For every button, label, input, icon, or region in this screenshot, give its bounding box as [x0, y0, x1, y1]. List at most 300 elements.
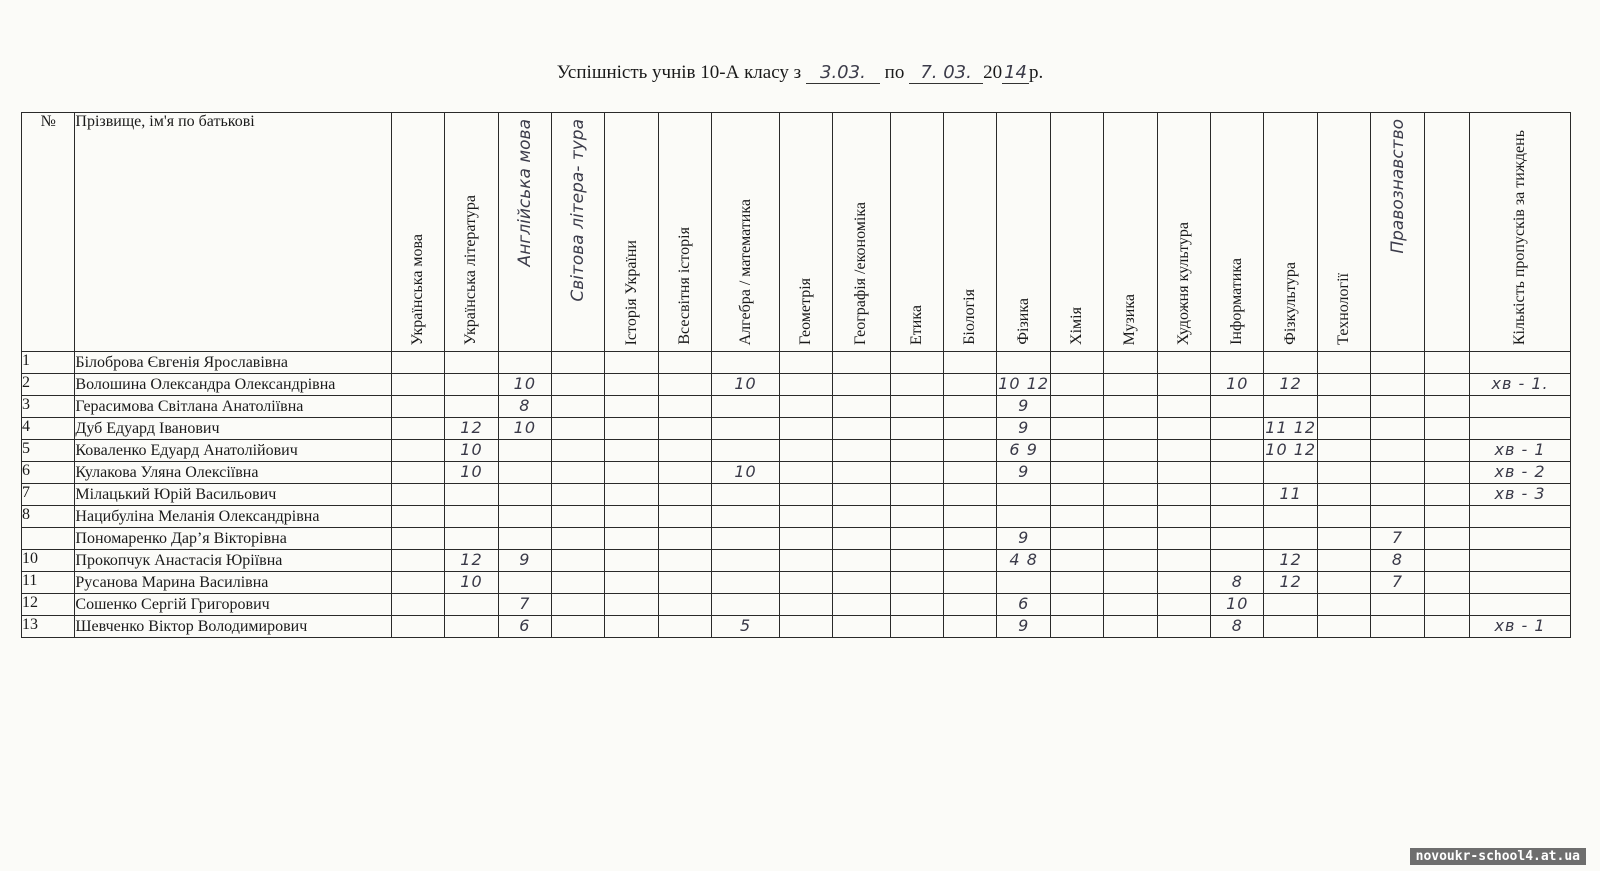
student-name: Шевченко Віктор Володимирович: [75, 616, 391, 638]
subject-header: [1211, 113, 1264, 352]
grade-cell: [1371, 374, 1424, 396]
grade-cell: [1424, 528, 1469, 550]
grade-cell: [890, 484, 943, 506]
grade-cell: [1470, 418, 1571, 440]
grade-cell: [1424, 572, 1469, 594]
grade-cell: [1371, 418, 1424, 440]
subject-header: [1317, 113, 1370, 352]
grade-cell: [552, 506, 605, 528]
grade-cell: [779, 396, 832, 418]
grade-cell: [1264, 462, 1317, 484]
grade-cell: [1317, 550, 1370, 572]
grade-cell: [1317, 484, 1370, 506]
grade-cell: [552, 484, 605, 506]
grade-cell: [1424, 550, 1469, 572]
grade-cell: [1317, 352, 1370, 374]
grade-cell: [712, 396, 780, 418]
table-row: [22, 550, 1571, 572]
grade-cell: [1104, 418, 1157, 440]
row-number: 11: [22, 572, 75, 594]
row-number: 8: [22, 506, 75, 528]
grade-cell: [944, 506, 997, 528]
grade-cell: [1264, 352, 1317, 374]
grade-cell: 6: [997, 594, 1050, 616]
grade-cell: [658, 374, 711, 396]
grade-cell: [1371, 484, 1424, 506]
grade-cell: [1424, 352, 1469, 374]
grade-cell: [1211, 528, 1264, 550]
student-name: Русанова Марина Василівна: [75, 572, 391, 594]
grade-cell: [1157, 616, 1210, 638]
grade-cell: [445, 352, 498, 374]
grade-cell: [1050, 572, 1103, 594]
table-header-row: [22, 113, 1571, 352]
grade-cell: 10: [1211, 594, 1264, 616]
grade-cell: [552, 572, 605, 594]
grade-cell: [779, 418, 832, 440]
grade-cell: [944, 572, 997, 594]
grade-cell: 12: [1264, 550, 1317, 572]
grade-cell: [997, 506, 1050, 528]
grade-cell: [552, 418, 605, 440]
grade-cell: [1470, 506, 1571, 528]
grade-cell: [1317, 374, 1370, 396]
grade-cell: [391, 374, 444, 396]
grade-cell: [1050, 462, 1103, 484]
grade-cell: [997, 352, 1050, 374]
grade-cell: [1050, 396, 1103, 418]
subject-label: Інформатика: [1228, 258, 1246, 345]
grade-cell: [997, 572, 1050, 594]
grade-cell: [1317, 594, 1370, 616]
to-word: по: [884, 62, 905, 83]
grade-cell: [1470, 550, 1571, 572]
grade-cell: [890, 462, 943, 484]
grade-cell: [779, 616, 832, 638]
grade-cell: 10: [445, 440, 498, 462]
grade-cell: [833, 550, 890, 572]
grade-cell: [944, 374, 997, 396]
grade-cell: 12: [445, 418, 498, 440]
grade-cell: [552, 550, 605, 572]
grade-cell: 12: [1264, 374, 1317, 396]
grade-cell: [1211, 418, 1264, 440]
row-number: [22, 528, 75, 550]
grade-cell: [833, 484, 890, 506]
grade-cell: [1050, 484, 1103, 506]
grade-cell: 9: [997, 396, 1050, 418]
grade-cell: 8: [498, 396, 551, 418]
grade-cell: [1050, 550, 1103, 572]
year-suffix: 14: [1004, 62, 1027, 83]
student-name: Кулакова Уляна Олексіївна: [75, 462, 391, 484]
grade-cell: [779, 506, 832, 528]
grade-cell: [1470, 572, 1571, 594]
grade-cell: [552, 528, 605, 550]
table-row: [22, 352, 1571, 374]
subject-header: [1104, 113, 1157, 352]
grade-cell: [1104, 572, 1157, 594]
subject-header: [1470, 113, 1571, 352]
grade-cell: [445, 616, 498, 638]
grade-cell: [498, 484, 551, 506]
table-row: [22, 572, 1571, 594]
grade-cell: [445, 396, 498, 418]
grade-cell: 9: [498, 550, 551, 572]
grade-cell: [1104, 506, 1157, 528]
grade-cell: [1157, 528, 1210, 550]
grade-cell: [833, 528, 890, 550]
grade-cell: [1104, 352, 1157, 374]
grade-cell: 10: [498, 418, 551, 440]
grade-cell: [605, 572, 658, 594]
year-end: р.: [1028, 62, 1044, 83]
grade-cell: [1371, 462, 1424, 484]
grade-cell: [890, 374, 943, 396]
column-number-header: №: [22, 113, 75, 352]
grade-cell: [658, 550, 711, 572]
grade-cell: [445, 594, 498, 616]
grade-cell: [1050, 418, 1103, 440]
grade-cell: хв - 1: [1470, 616, 1571, 638]
grade-cell: 5: [712, 616, 780, 638]
grade-cell: [779, 462, 832, 484]
grade-cell: [1050, 616, 1103, 638]
subject-label: Геометрія: [797, 277, 814, 345]
grade-cell: [779, 594, 832, 616]
grade-cell: 10: [712, 462, 780, 484]
grade-cell: [833, 396, 890, 418]
subject-label: Музика: [1121, 293, 1139, 345]
row-number: 1: [22, 352, 75, 374]
grade-cell: [605, 616, 658, 638]
grade-cell: [944, 352, 997, 374]
subject-header: [658, 113, 711, 352]
table-row: [22, 462, 1571, 484]
grade-cell: 12: [1264, 572, 1317, 594]
grade-cell: [1050, 352, 1103, 374]
grade-cell: [1371, 440, 1424, 462]
grade-cell: 4 8: [997, 550, 1050, 572]
grade-cell: [1424, 506, 1469, 528]
grade-cell: [1424, 462, 1469, 484]
grade-cell: [1104, 550, 1157, 572]
grade-cell: [890, 418, 943, 440]
grade-cell: 6: [498, 616, 551, 638]
subject-label: Етика: [907, 305, 925, 345]
grade-cell: [779, 484, 832, 506]
subject-header: [890, 113, 943, 352]
grade-cell: [552, 440, 605, 462]
grade-cell: [445, 506, 498, 528]
grade-cell: 10: [445, 462, 498, 484]
grade-cell: [605, 440, 658, 462]
grade-cell: [944, 484, 997, 506]
subject-header: [779, 113, 832, 352]
grade-cell: 12: [445, 550, 498, 572]
grade-cell: [391, 396, 444, 418]
grade-cell: [1104, 616, 1157, 638]
grade-cell: [1317, 396, 1370, 418]
subject-label: Художня культура: [1174, 221, 1192, 345]
grade-cell: [552, 594, 605, 616]
grade-cell: [391, 462, 444, 484]
grade-cell: [1317, 418, 1370, 440]
grade-cell: 10: [1211, 374, 1264, 396]
subject-label: Біологія: [961, 289, 979, 345]
grade-cell: 10 12: [997, 374, 1050, 396]
grade-cell: [833, 572, 890, 594]
grade-cell: [658, 506, 711, 528]
grade-cell: [658, 572, 711, 594]
grade-cell: [1104, 374, 1157, 396]
row-number: 6: [22, 462, 75, 484]
column-name-header: Прізвище, ім'я по батькові: [75, 113, 391, 352]
grade-cell: [1371, 594, 1424, 616]
student-name: Прокопчук Анастасія Юріївна: [75, 550, 391, 572]
year-prefix: 20: [983, 62, 1003, 83]
subject-header: [498, 113, 551, 352]
grade-cell: [1211, 440, 1264, 462]
grade-cell: [779, 550, 832, 572]
student-name: Пономаренко Дар’я Вікторівна: [75, 528, 391, 550]
grade-cell: [552, 616, 605, 638]
grade-cell: 9: [997, 418, 1050, 440]
grade-cell: хв - 1.: [1470, 374, 1571, 396]
grade-cell: [833, 506, 890, 528]
grade-cell: [712, 418, 780, 440]
grade-cell: хв - 2: [1470, 462, 1571, 484]
grade-cell: [498, 462, 551, 484]
grade-cell: [1104, 594, 1157, 616]
grade-cell: [1157, 352, 1210, 374]
grade-cell: [1157, 462, 1210, 484]
grade-cell: [833, 418, 890, 440]
grade-cell: [605, 506, 658, 528]
grade-cell: [445, 374, 498, 396]
grade-cell: [1317, 528, 1370, 550]
grade-cell: [1424, 374, 1469, 396]
grade-cell: [779, 440, 832, 462]
grade-cell: [1264, 616, 1317, 638]
grade-cell: [779, 374, 832, 396]
grade-cell: [391, 440, 444, 462]
grade-cell: [1264, 506, 1317, 528]
row-number: 7: [22, 484, 75, 506]
student-name: Дуб Едуард Іванович: [75, 418, 391, 440]
grade-cell: [605, 550, 658, 572]
table-body: [22, 352, 1571, 638]
subject-label: Кількість пропусків за тиждень: [1511, 129, 1529, 345]
grade-cell: 11 12: [1264, 418, 1317, 440]
table-row: [22, 528, 1571, 550]
grade-cell: [1050, 374, 1103, 396]
grade-cell: [890, 528, 943, 550]
grade-cell: 7: [1371, 528, 1424, 550]
grade-cell: [1157, 440, 1210, 462]
grade-cell: [1470, 396, 1571, 418]
subject-header: [445, 113, 498, 352]
grade-cell: [1050, 440, 1103, 462]
grade-cell: [1157, 396, 1210, 418]
table-row: [22, 396, 1571, 418]
row-number: 5: [22, 440, 75, 462]
date-from: 3.03.: [806, 62, 880, 84]
grade-cell: [997, 484, 1050, 506]
grade-cell: [1211, 396, 1264, 418]
grade-cell: [391, 484, 444, 506]
grade-cell: [1424, 396, 1469, 418]
subject-label: Географія /економіка: [852, 202, 870, 345]
grade-cell: [1211, 484, 1264, 506]
subject-header: [1424, 113, 1469, 352]
table-row: [22, 440, 1571, 462]
grade-cell: хв - 1: [1470, 440, 1571, 462]
grade-cell: [391, 572, 444, 594]
grade-cell: [1104, 462, 1157, 484]
grade-cell: [890, 594, 943, 616]
grade-cell: [391, 418, 444, 440]
grade-cell: [1424, 418, 1469, 440]
grade-cell: [1424, 484, 1469, 506]
subject-header: [712, 113, 780, 352]
grade-cell: [890, 550, 943, 572]
grade-cell: [391, 528, 444, 550]
grade-cell: [833, 462, 890, 484]
grade-cell: [712, 550, 780, 572]
grade-cell: [658, 594, 711, 616]
grade-cell: [944, 418, 997, 440]
subject-label: Правознавство: [1387, 119, 1408, 254]
grade-cell: [833, 594, 890, 616]
grade-cell: [391, 616, 444, 638]
grade-cell: [498, 572, 551, 594]
grade-cell: [890, 506, 943, 528]
grade-cell: [1371, 506, 1424, 528]
row-number: 13: [22, 616, 75, 638]
subject-header: [391, 113, 444, 352]
grade-cell: [944, 396, 997, 418]
grade-cell: [1157, 484, 1210, 506]
grade-cell: [890, 440, 943, 462]
grade-cell: [391, 506, 444, 528]
grade-cell: [944, 550, 997, 572]
grade-cell: [1157, 418, 1210, 440]
grade-cell: [944, 462, 997, 484]
grade-cell: [944, 528, 997, 550]
grade-cell: [1104, 528, 1157, 550]
grade-cell: [1317, 506, 1370, 528]
grade-cell: [1157, 550, 1210, 572]
table-row: [22, 594, 1571, 616]
grade-cell: [1211, 352, 1264, 374]
grade-cell: 8: [1371, 550, 1424, 572]
table-row: [22, 484, 1571, 506]
grade-cell: [1317, 440, 1370, 462]
grade-cell: [1371, 616, 1424, 638]
grade-cell: [1211, 506, 1264, 528]
grade-cell: [1264, 594, 1317, 616]
grade-cell: [1317, 572, 1370, 594]
row-number: 4: [22, 418, 75, 440]
grade-cell: [833, 616, 890, 638]
subject-header: [605, 113, 658, 352]
grade-cell: [552, 352, 605, 374]
grade-cell: [833, 374, 890, 396]
grade-cell: [1470, 594, 1571, 616]
grade-cell: [1371, 352, 1424, 374]
grade-cell: 7: [498, 594, 551, 616]
grade-cell: [552, 396, 605, 418]
grade-cell: [890, 396, 943, 418]
grade-cell: 9: [997, 616, 1050, 638]
grade-cell: [712, 440, 780, 462]
student-name: Волошина Олександра Олександрівна: [75, 374, 391, 396]
subject-label: Світова літера- тура: [568, 119, 589, 302]
grade-cell: [658, 462, 711, 484]
grade-cell: 10: [498, 374, 551, 396]
grade-cell: [391, 594, 444, 616]
grade-cell: [1211, 462, 1264, 484]
subject-label: Хімія: [1068, 307, 1086, 345]
grade-cell: [1317, 462, 1370, 484]
subject-label: Фізика: [1014, 298, 1032, 345]
grade-cell: [605, 396, 658, 418]
document-title: [0, 62, 1600, 84]
grade-cell: [1424, 440, 1469, 462]
grade-cell: 9: [997, 528, 1050, 550]
grade-cell: [944, 594, 997, 616]
subject-label: Технології: [1335, 273, 1353, 345]
grade-cell: [391, 352, 444, 374]
grade-cell: [890, 572, 943, 594]
grade-cell: 7: [1371, 572, 1424, 594]
grade-cell: [1157, 506, 1210, 528]
subject-header: [997, 113, 1050, 352]
grades-table: [21, 112, 1571, 638]
grade-cell: [498, 528, 551, 550]
date-to: 7. 03.: [909, 62, 983, 84]
grade-cell: 10: [712, 374, 780, 396]
grade-cell: [1424, 616, 1469, 638]
grade-cell: [391, 550, 444, 572]
grade-cell: [605, 374, 658, 396]
grade-cell: [605, 418, 658, 440]
grade-cell: [1157, 594, 1210, 616]
grade-cell: 10: [445, 572, 498, 594]
grade-cell: [605, 462, 658, 484]
grade-cell: [1104, 484, 1157, 506]
student-name: Герасимова Світлана Анатоліївна: [75, 396, 391, 418]
subject-header: [833, 113, 890, 352]
grade-cell: [658, 528, 711, 550]
row-number: 10: [22, 550, 75, 572]
title-prefix: Успішність учнів 10-А класу з: [556, 62, 802, 83]
grade-cell: [712, 484, 780, 506]
grade-cell: [712, 506, 780, 528]
grade-cell: [498, 506, 551, 528]
subject-label: Українська мова: [409, 233, 427, 345]
subject-label: Історія України: [622, 239, 640, 345]
grade-cell: [712, 528, 780, 550]
grade-cell: [605, 484, 658, 506]
grade-cell: [1470, 352, 1571, 374]
subject-header: [1371, 113, 1424, 352]
grade-cell: [779, 528, 832, 550]
grade-cell: [1104, 396, 1157, 418]
grade-cell: 9: [997, 462, 1050, 484]
subject-header: [552, 113, 605, 352]
